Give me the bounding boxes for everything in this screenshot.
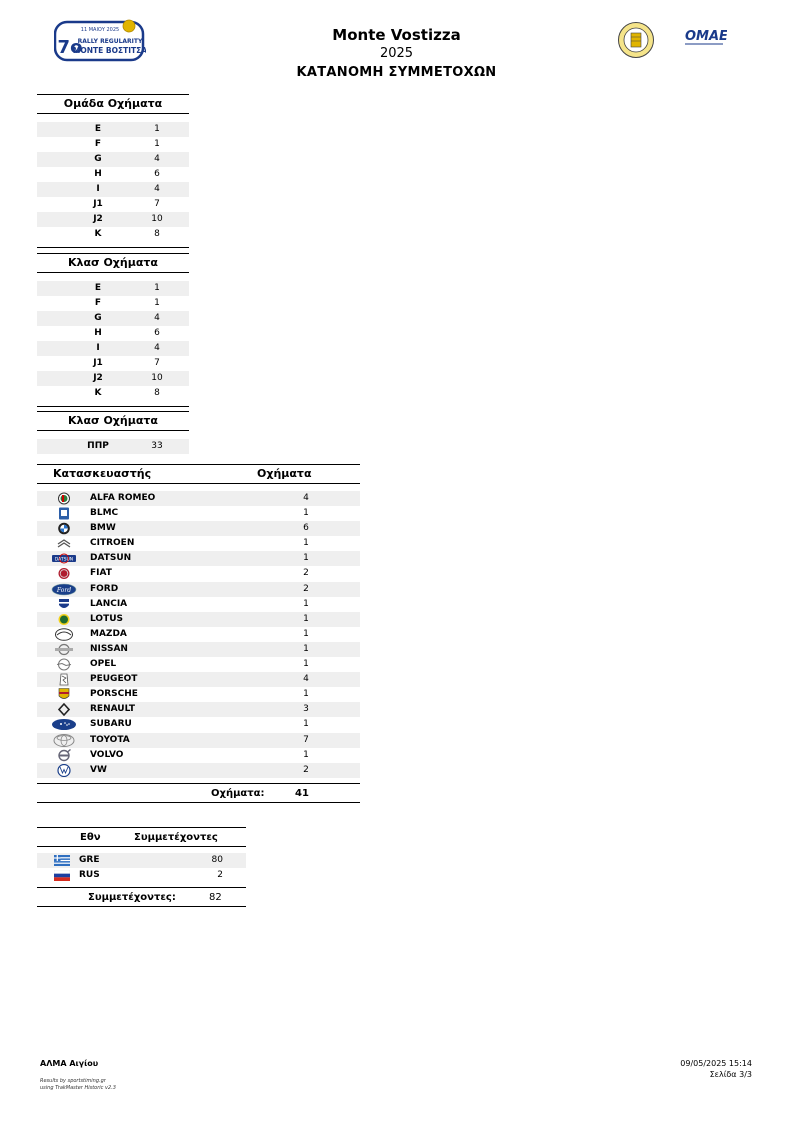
- row-key: J2: [93, 373, 103, 383]
- vw-logo-icon: [51, 764, 77, 777]
- page-number: Σελίδα 3/3: [709, 1070, 752, 1079]
- lotus-logo-icon: [51, 613, 77, 626]
- vehicle-count: 2: [303, 764, 309, 775]
- renault-logo-icon: [51, 703, 77, 716]
- nation-table: [37, 827, 246, 907]
- organizer-name: ΑΛΜΑ Αιγίου: [40, 1059, 99, 1068]
- table-row: [37, 597, 360, 612]
- table-row: [37, 733, 360, 748]
- credit-line-1: Results by sportstiming.gr: [40, 1078, 106, 1084]
- row-value: 4: [154, 313, 160, 323]
- omae-logo: [683, 26, 727, 48]
- manufacturer-name: BMW: [90, 523, 116, 534]
- row-value: 10: [151, 214, 163, 224]
- table-row: [37, 702, 360, 717]
- porsche-logo-icon: [51, 688, 77, 701]
- toyota-logo-icon: [51, 734, 77, 747]
- row-key: G: [94, 313, 102, 323]
- page-subtitle: ΚΑΤΑΝΟΜΗ ΣΥΜΜΕΤΟΧΩΝ: [296, 65, 497, 80]
- row-key: K: [94, 229, 102, 239]
- nation-total-value: 82: [209, 892, 222, 903]
- nation-total: [37, 887, 246, 907]
- table-row: [37, 356, 189, 371]
- row-key: I: [96, 343, 100, 353]
- mazda-logo-icon: [51, 628, 77, 641]
- row-value: 6: [154, 169, 160, 179]
- vehicle-count: 2: [303, 568, 309, 579]
- svg-text:Ford: Ford: [56, 586, 72, 594]
- table-row: [37, 506, 360, 521]
- manufacturer-table: [37, 464, 360, 803]
- table-row: [37, 281, 189, 296]
- lancia-logo-icon: [51, 598, 77, 611]
- blmc-logo-icon: [51, 507, 77, 520]
- row-key: E: [94, 283, 102, 293]
- vehicle-count: 3: [303, 704, 309, 715]
- row-value: 1: [154, 139, 160, 149]
- svg-text:OMAE: OMAE: [685, 29, 727, 44]
- vehicle-count: 7: [303, 734, 309, 745]
- citroen-logo-icon: [51, 537, 77, 550]
- svg-text:11 ΜΑΙΟΥ 2025: 11 ΜΑΙΟΥ 2025: [80, 27, 120, 33]
- manufacturer-name: DATSUN: [90, 553, 132, 564]
- nation-column-header: Εθν: [80, 832, 101, 843]
- row-key: I: [96, 184, 100, 194]
- vehicle-count: 1: [303, 659, 309, 670]
- manufacturer-name: LANCIA: [90, 598, 128, 609]
- manufacturer-name: CITROEN: [90, 538, 135, 549]
- row-key: E: [94, 124, 102, 134]
- manufacturer-name: FORD: [90, 583, 119, 594]
- table-row: [37, 167, 189, 182]
- manufacturer-total-value: 41: [295, 787, 309, 799]
- table-row: [37, 491, 360, 506]
- row-key: F: [94, 298, 102, 308]
- class-table-2-heading: Κλασ Οχήματα: [37, 411, 189, 431]
- row-value: 7: [154, 199, 160, 209]
- manufacturer-name: OPEL: [90, 659, 117, 670]
- table-row: [37, 227, 189, 242]
- greece-flag-icon: [54, 855, 70, 866]
- row-key: K: [94, 388, 102, 398]
- credit-line-2: using TrakMaster Historic v2.3: [40, 1085, 116, 1091]
- vehicle-count: 1: [303, 613, 309, 624]
- ford-logo-icon: [51, 583, 77, 596]
- svg-text:RALLY REGULARITY: RALLY REGULARITY: [77, 38, 143, 45]
- participants-column-header: Συμμετέχοντες: [134, 832, 218, 843]
- vehicle-count: 1: [303, 628, 309, 639]
- table-row: [37, 687, 360, 702]
- row-value: 4: [154, 154, 160, 164]
- row-key: J1: [93, 199, 103, 209]
- row-value: 4: [154, 184, 160, 194]
- manufacturer-name: ALFA ROMEO: [90, 493, 156, 503]
- row-key: F: [94, 139, 102, 149]
- participant-count: 2: [217, 870, 223, 880]
- table-bottom-rule: [37, 406, 189, 407]
- row-value: 4: [154, 343, 160, 353]
- row-value: 1: [154, 124, 160, 134]
- participant-count: 80: [211, 855, 223, 865]
- group-table: [37, 94, 189, 248]
- peugeot-logo-icon: [51, 673, 77, 686]
- nation-code: RUS: [79, 870, 100, 880]
- table-row: [37, 551, 360, 566]
- row-value: 6: [154, 328, 160, 338]
- vehicle-count: 1: [303, 598, 309, 609]
- manufacturer-name: VOLVO: [90, 749, 124, 760]
- class-table-2: [37, 411, 189, 454]
- table-row: [37, 657, 360, 672]
- table-row: [37, 566, 360, 581]
- table-row: [37, 853, 246, 868]
- vehicle-count: 6: [303, 523, 309, 534]
- row-value: 10: [151, 373, 163, 383]
- manufacturer-name: MAZDA: [90, 628, 127, 639]
- row-value: 33: [151, 441, 163, 451]
- vehicle-count: 1: [303, 689, 309, 700]
- table-row: [37, 122, 189, 137]
- table-row: [37, 536, 360, 551]
- manufacturer-name: VW: [90, 764, 107, 775]
- row-value: 1: [154, 283, 160, 293]
- svg-text:7ο: 7ο: [57, 37, 83, 58]
- subaru-logo-icon: [51, 718, 77, 731]
- class-table: [37, 253, 189, 407]
- federation-seal-icon: [617, 21, 655, 59]
- table-row: [37, 371, 189, 386]
- page-year: 2025: [379, 46, 414, 61]
- table-row: [37, 612, 360, 627]
- manufacturer-name: TOYOTA: [90, 734, 130, 745]
- manufacturer-name: PEUGEOT: [90, 674, 138, 685]
- table-row: [37, 182, 189, 197]
- row-value: 8: [154, 229, 160, 239]
- manufacturer-name: PORSCHE: [90, 689, 138, 700]
- table-row: [37, 439, 189, 454]
- manufacturer-name: BLMC: [90, 508, 119, 519]
- row-value: 1: [154, 298, 160, 308]
- table-row: [37, 868, 246, 883]
- russia-flag-icon: [54, 870, 70, 881]
- nation-code: GRE: [79, 855, 100, 865]
- table-row: [37, 197, 189, 212]
- manufacturer-name: FIAT: [90, 568, 112, 579]
- svg-text:DATSUN: DATSUN: [54, 557, 74, 563]
- table-row: [37, 311, 189, 326]
- table-row: [37, 717, 360, 732]
- table-row: [37, 748, 360, 763]
- table-row: [37, 341, 189, 356]
- page-title: Monte Vostizza: [332, 26, 461, 44]
- manufacturer-name: RENAULT: [90, 704, 135, 715]
- vehicle-count: 4: [303, 493, 309, 503]
- manufacturer-name: LOTUS: [90, 613, 123, 624]
- opel-logo-icon: [51, 658, 77, 671]
- table-row: [37, 672, 360, 687]
- fiat-logo-icon: [51, 567, 77, 580]
- row-key: G: [94, 154, 102, 164]
- manufacturer-name: NISSAN: [90, 643, 128, 654]
- datsun-logo-icon: [51, 552, 77, 565]
- table-row: [37, 296, 189, 311]
- vehicle-count: 1: [303, 749, 309, 760]
- table-row: [37, 642, 360, 657]
- table-row: [37, 386, 189, 401]
- row-key: J1: [93, 358, 103, 368]
- manufacturer-total: [37, 783, 360, 803]
- row-key: H: [94, 169, 102, 179]
- table-row: [37, 763, 360, 778]
- class-table-heading: Κλασ Οχήματα: [37, 253, 189, 273]
- manufacturer-total-label: Οχήματα:: [211, 787, 265, 799]
- row-value: 7: [154, 358, 160, 368]
- row-key: J2: [93, 214, 103, 224]
- row-key: H: [94, 328, 102, 338]
- print-datetime: 09/05/2025 15:14: [680, 1059, 752, 1068]
- table-row: [37, 326, 189, 341]
- row-value: 8: [154, 388, 160, 398]
- table-row: [37, 152, 189, 167]
- vehicle-count: 1: [303, 553, 309, 564]
- manufacturer-column-header: Κατασκευαστής: [53, 467, 152, 480]
- group-table-heading: Ομάδα Οχήματα: [37, 94, 189, 114]
- vehicle-count: 1: [303, 719, 309, 730]
- vehicle-count: 1: [303, 538, 309, 549]
- vehicle-count: 1: [303, 508, 309, 519]
- table-bottom-rule: [37, 247, 189, 248]
- svg-text:MONTE ΒΟΣΤΙΤΣΑ: MONTE ΒΟΣΤΙΤΣΑ: [72, 46, 146, 55]
- table-row: [37, 627, 360, 642]
- nation-total-label: Συμμετέχοντες:: [88, 892, 176, 903]
- volvo-logo-icon: [51, 749, 77, 762]
- alfa-romeo-logo-icon: [51, 492, 77, 505]
- vehicle-count: 4: [303, 674, 309, 685]
- manufacturer-name: SUBARU: [90, 719, 132, 730]
- vehicle-count: 1: [303, 643, 309, 654]
- vehicle-count: 2: [303, 583, 309, 594]
- table-row: [37, 521, 360, 536]
- bmw-logo-icon: [51, 522, 77, 535]
- row-key: ΠΠΡ: [87, 441, 109, 451]
- table-row: [37, 137, 189, 152]
- table-row: [37, 212, 189, 227]
- nissan-logo-icon: [51, 643, 77, 656]
- vehicles-column-header: Οχήματα: [257, 467, 312, 480]
- table-row: [37, 582, 360, 597]
